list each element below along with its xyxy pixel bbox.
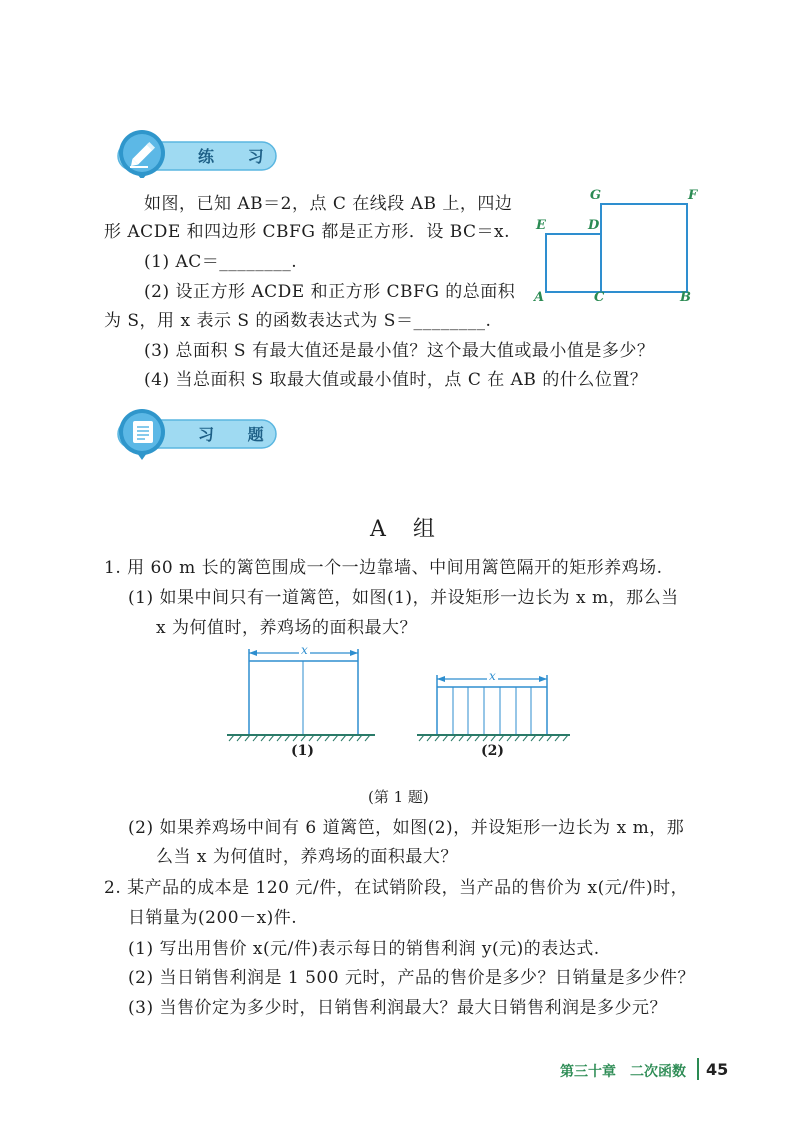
figure-caption: (第 1 题) <box>368 788 429 806</box>
pencil-icon <box>126 138 160 174</box>
problem2-line-4: (2) 当日销售利润是 1 500 元时，产品的售价是多少？日销量是多少件？ <box>128 968 695 988</box>
problems-header <box>100 408 280 462</box>
notebook-icon <box>130 418 156 450</box>
label-E: E <box>536 218 546 233</box>
problems-header-label: 习 题 <box>198 425 278 444</box>
label-A: A <box>534 290 545 305</box>
exercise-line-7: (4) 当总面积 S 取最大值或最小值时，点 C 在 AB 的什么位置？ <box>144 370 648 390</box>
exercise-line-5: 为 S，用 x 表示 S 的函数表达式为 S＝________. <box>104 311 492 331</box>
fig1-label: (1) <box>291 743 314 759</box>
problem1-line-2: (1) 如果中间只有一道篱笆，如图(1)，并设矩形一边长为 x m，那么当 <box>128 588 679 608</box>
exercise-header <box>100 128 280 178</box>
label-G: G <box>590 188 602 203</box>
exercise-line-3: (1) AC＝________. <box>144 252 298 272</box>
label-B: B <box>680 290 691 305</box>
exercise-line-4: (2) 设正方形 ACDE 和正方形 CBFG 的总面积 <box>144 282 516 302</box>
squares-figure <box>530 188 710 308</box>
exercise-line-6: (3) 总面积 S 有最大值还是最小值？这个最大值或最小值是多少？ <box>144 341 655 361</box>
problem1-line-4: (2) 如果养鸡场中间有 6 道篱笆，如图(2)，并设矩形一边长为 x m，那 <box>128 818 685 838</box>
fig2-label: (2) <box>481 743 504 759</box>
exercise-line-1: 如图，已知 AB＝2，点 C 在线段 AB 上，四边 <box>144 194 513 214</box>
problem1-line-5: 么当 x 为何值时，养鸡场的面积最大？ <box>156 847 458 867</box>
fig1-x-label: x <box>301 643 308 657</box>
problem1-line-1: 1. 用 60 m 长的篱笆围成一个一边靠墙、中间用篱笆隔开的矩形养鸡场. <box>104 558 663 578</box>
problem2-line-3: (1) 写出用售价 x(元/件)表示每日的销售利润 y(元)的表达式. <box>128 939 600 959</box>
label-D: D <box>588 218 600 233</box>
page-number: 45 <box>706 1060 729 1079</box>
coop-figures <box>225 645 575 765</box>
coop-figure-2 <box>417 675 570 741</box>
problem2-line-2: 日销量为(200－x)件. <box>128 908 298 928</box>
footer-chapter: 第三十章 二次函数 <box>560 1064 686 1080</box>
coop-figure-1 <box>227 649 375 741</box>
problem2-line-1: 2. 某产品的成本是 120 元/件，在试销阶段，当产品的售价为 x(元/件)时， <box>104 878 689 898</box>
exercise-header-label: 练 习 <box>198 147 278 166</box>
group-title: A 组 <box>370 517 445 542</box>
exercise-line-2: 形 ACDE 和四边形 CBFG 都是正方形．设 BC＝x. <box>104 222 511 242</box>
footer-divider <box>697 1058 699 1080</box>
fig2-x-label: x <box>489 669 496 683</box>
label-F: F <box>688 188 698 203</box>
label-C: C <box>594 290 605 305</box>
problem1-line-3: x 为何值时，养鸡场的面积最大？ <box>156 618 417 638</box>
problem2-line-5: (3) 当售价定为多少时，日销售利润最大？最大日销售利润是多少元？ <box>128 998 667 1018</box>
